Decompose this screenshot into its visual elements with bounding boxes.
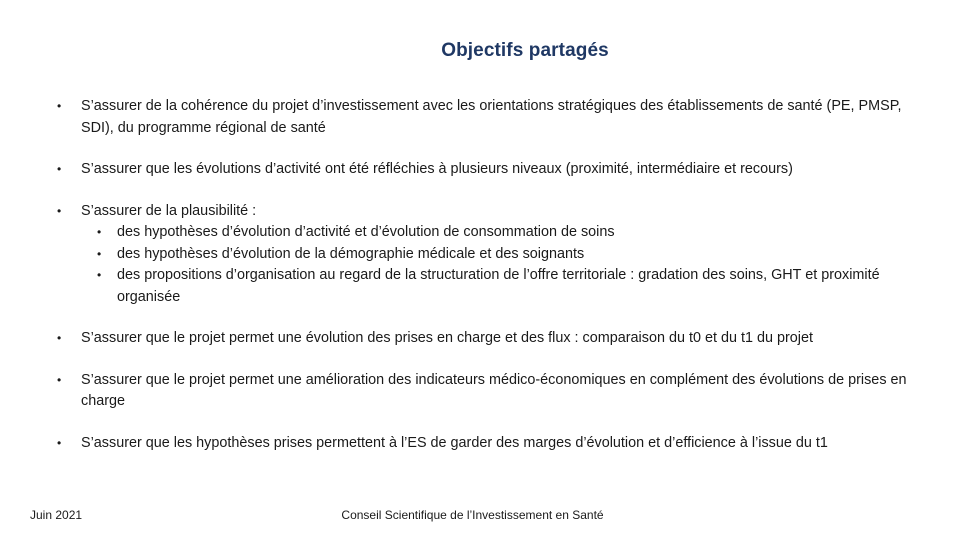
bullet-icon: • (97, 225, 102, 239)
bullet-icon: • (97, 268, 102, 282)
bullet-icon: • (57, 372, 62, 387)
sub-list-item (93, 265, 937, 308)
list-item (57, 433, 937, 455)
bullet-icon: • (57, 435, 62, 450)
objective-text: S’assurer de la cohérence du projet d’investissement avec les orientations stratégiques des établissements de santé (PE, PMSP, SDI), du programme régional de santé (81, 98, 902, 136)
list-item (57, 159, 937, 181)
objective-text: S’assurer que les évolutions d’activité ont été réfléchies à plusieurs niveaux (proximité, intermédiaire et recours) (81, 161, 793, 177)
list-item (57, 201, 937, 309)
bullet-icon: • (57, 162, 62, 176)
list-item (57, 96, 937, 139)
objective-text: S’assurer que le projet permet une évolution des prises en charge et des flux : comparaison du t0 et du t1 du projet (81, 330, 813, 346)
objectives-list (57, 96, 937, 474)
sub-item-text: des propositions d’organisation au regard de la structuration de l’offre territoriale : gradation des soins, GHT et proximité organisée (117, 267, 880, 305)
sub-list-item (93, 244, 937, 266)
bullet-icon: • (57, 331, 62, 345)
objective-text: S’assurer que le projet permet une amélioration des indicateurs médico-économiques en complément des évolutions de prises en charge (81, 371, 907, 409)
page-title: Objectifs partagés (441, 40, 609, 61)
sub-item-text: des hypothèses d’évolution de la démographie médicale et des soignants (117, 245, 585, 262)
objective-text: S’assurer que les hypothèses prises permettent à l’ES de garder des marges d’évolution et d’efficience à l’issue du t1 (81, 434, 828, 451)
sub-item-text: des hypothèses d’évolution d’activité et d’évolution de consommation de soins (117, 224, 615, 240)
bullet-icon: • (97, 246, 102, 261)
bullet-icon: • (57, 99, 62, 113)
sub-list (81, 222, 937, 308)
list-item (57, 328, 937, 350)
list-item (57, 370, 937, 413)
objective-text: S’assurer de la plausibilité : (81, 202, 257, 219)
footer-organization: Conseil Scientifique de l’Investissement en Santé (341, 508, 604, 522)
sub-list-item (93, 222, 937, 244)
bullet-icon: • (57, 203, 62, 218)
footer-date: Juin 2021 (30, 508, 83, 522)
